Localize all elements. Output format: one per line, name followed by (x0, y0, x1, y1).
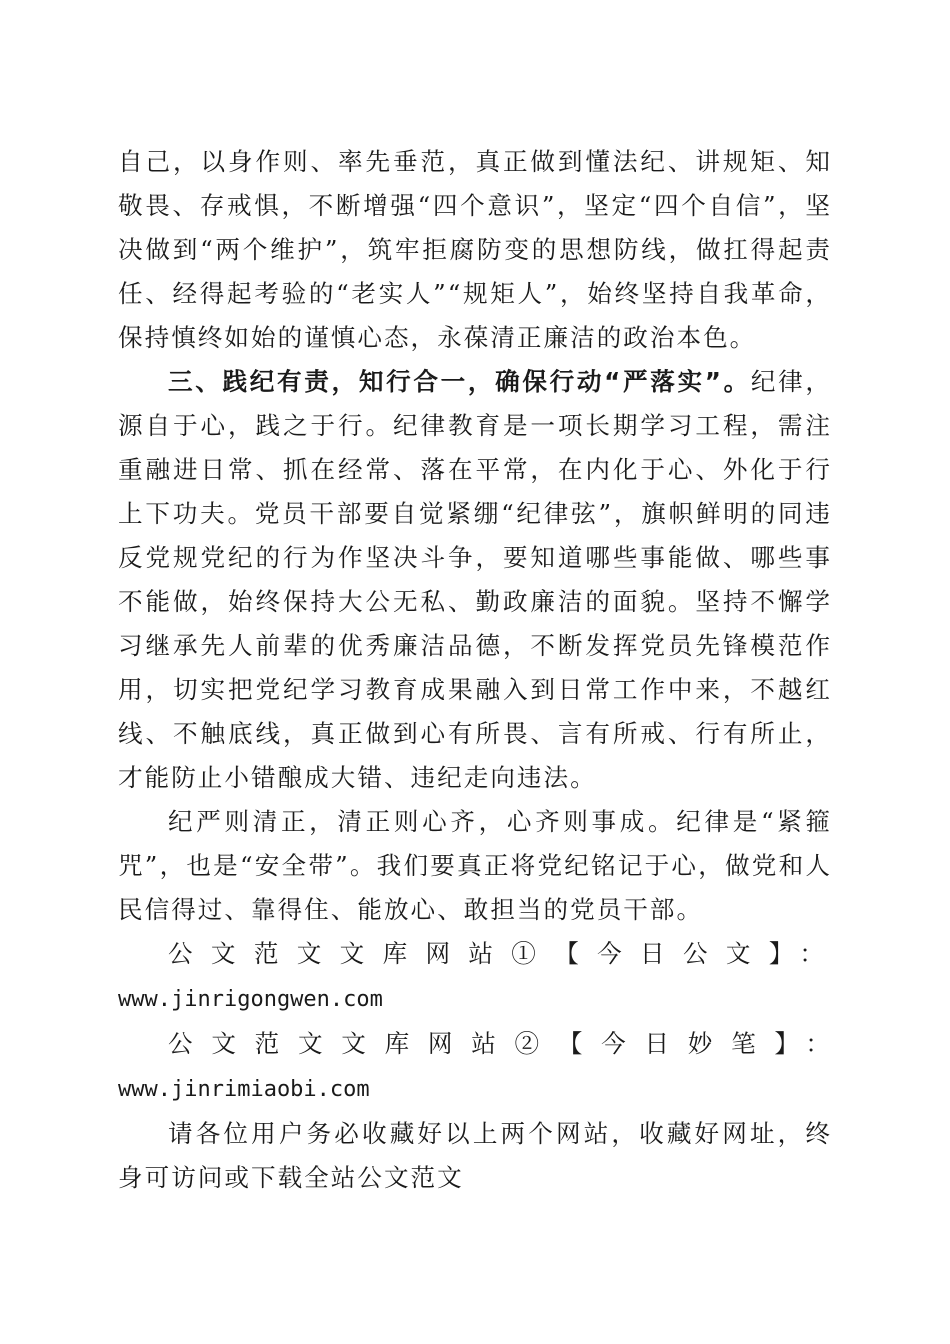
site-one-label: 公文范文文库网站①【今日公文】： (168, 939, 832, 968)
section-three-paragraph (118, 360, 832, 800)
paragraph-continuation: 自己，以身作则、率先垂范，真正做到懂法纪、讲规矩、知敬畏、存戒惧，不断增强“四个意识”，坚定“四个自信”，坚决做到“两个维护”，筑牢拒腐防变的思想防线，做扛得起责任、经得起考验的“老实人”“规矩人”，始终坚持自我革命，保持慎终如始的谨慎心态，永葆清正廉洁的政治本色。 (118, 147, 832, 352)
document-page (118, 140, 832, 1200)
notice-paragraph: 请各位用户务必收藏好以上两个网站，收藏好网址，终身可访问或下载全站公文范文 (118, 1119, 832, 1192)
site-one-url: www.jinrigongwen.com (118, 987, 383, 1012)
section-three-heading: 三、践纪有责，知行合一，确保行动“严落实”。 (168, 367, 751, 396)
site-two-url: www.jinrimiaobi.com (118, 1077, 370, 1102)
site-one-url-line (118, 976, 832, 1022)
conclusion-paragraph: 纪严则清正，清正则心齐，心齐则事成。纪律是“紧箍咒”，也是“安全带”。我们要真正将党纪铭记于心，做党和人民信得过、靠得住、能放心、敢担当的党员干部。 (118, 807, 832, 924)
section-three-body: 纪律，源自于心，践之于行。纪律教育是一项长期学习工程，需注重融进日常、抓在经常、落在平常，在内化于心、外化于行上下功夫。党员干部要自觉紧绷“纪律弦”，旗帜鲜明的同违反党规党纪的行为作坚决斗争，要知道哪些事能做、哪些事不能做，始终保持大公无私、勤政廉洁的面貌。坚持不懈学习继承先人前辈的优秀廉洁品德，不断发挥党员先锋模范作用，切实把党纪学习教育成果融入到日常工作中来，不越红线、不触底线，真正做到心有所畏、言有所戒、行有所止，才能防止小错酿成大错、违纪走向违法。 (118, 367, 832, 792)
site-two-line (118, 1022, 832, 1112)
site-two-label: 公文范文文库网站②【今日妙笔】： (168, 1029, 832, 1058)
